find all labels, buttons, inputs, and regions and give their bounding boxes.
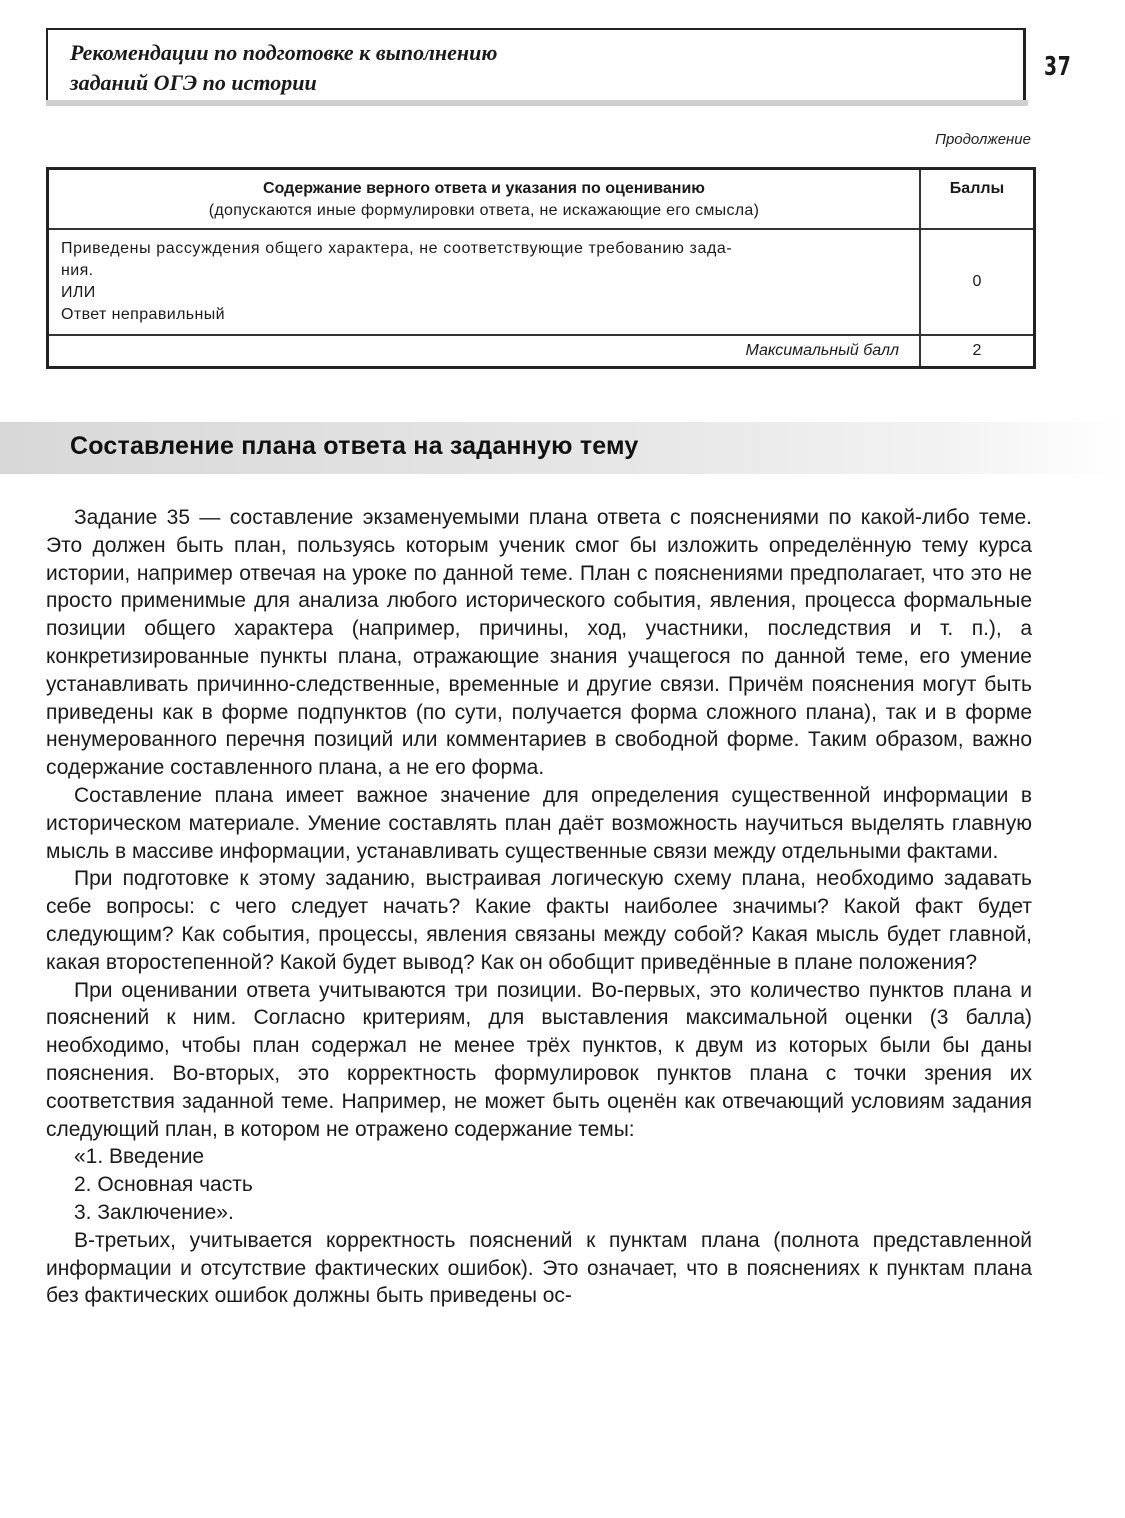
criteria-header-content xyxy=(48,169,921,230)
criteria-header-points: Баллы xyxy=(920,169,1035,230)
criteria-row-points: 0 xyxy=(920,229,1035,335)
max-score-value: 2 xyxy=(920,335,1035,368)
plan-item: «1. Введение xyxy=(74,1145,205,1169)
continuation-label: Продолжение xyxy=(935,131,1031,148)
paragraph: Составление плана имеет важное значение для определения существенной информации в историческом материале. Умение составлять план даёт возможность научиться выделять главную мысль в массиве информации, устанавливать существенные связи между отдельными фактами. xyxy=(46,783,1032,863)
paragraph: При подготовке к этому заданию, выстраивая логическую схему плана, необходимо задавать себе вопросы: с чего следует начать? Какие факты наиболее значимы? Какой факт будет следующим? Как события, процессы, явления связаны между собой? Какая мысль будет главной, какая второстепенной? Какой будет вывод? Как он обобщит приведённые в плане положения? xyxy=(46,867,1032,974)
header-title-line-2: заданий ОГЭ по истории xyxy=(70,70,317,95)
plan-item: 3. Заключение». xyxy=(74,1200,234,1224)
header-shadow xyxy=(46,100,1028,106)
criteria-max-row xyxy=(48,335,1035,368)
running-header-title xyxy=(70,38,497,98)
criteria-row-line: ния. xyxy=(61,262,94,279)
criteria-header-main: Содержание верного ответа и указания по оцениванию xyxy=(263,180,705,197)
running-header-box xyxy=(46,28,1026,102)
criteria-table xyxy=(46,167,1036,369)
page-number: 37 xyxy=(1044,52,1072,82)
criteria-row xyxy=(48,229,1035,335)
paragraph: В-третьих, учитывается корректность пояснений к пунктам плана (полнота представленной информации и отсутствие фактических ошибок). Это означает, что в пояснениях к пунктам плана без фактических ошибок должны быть приведены ос- xyxy=(46,1228,1032,1308)
criteria-row-content xyxy=(48,229,921,335)
header-title-line-1: Рекомендации по подготовке к выполнению xyxy=(70,40,498,65)
plan-item: 2. Основная часть xyxy=(74,1173,253,1197)
criteria-header-sub: (допускаются иные формулировки ответа, не искажающие его смысла) xyxy=(208,202,760,219)
criteria-row-line: Ответ неправильный xyxy=(61,306,226,323)
criteria-table-header-row xyxy=(48,169,1035,230)
criteria-row-line: ИЛИ xyxy=(61,284,96,301)
body-text xyxy=(46,504,1032,1310)
paragraph: При оценивании ответа учитываются три позиции. Во-первых, это количество пунктов плана и пояснений к ним. Согласно критериям, для выставления максимальной оценки (3 балла) необходимо, чтобы план содержал не менее трёх пунктов, к двум из которых были бы даны пояснения. Во-вторых, это корректность формулировок пунктов плана с точки зрения их соответствия заданной теме. Например, не может быть оценён как отвечающий условиям задания следующий план, в котором не отражено содержание темы: xyxy=(46,978,1032,1141)
section-title: Составление плана ответа на заданную тему xyxy=(70,432,639,460)
max-score-label: Максимальный балл xyxy=(48,335,921,368)
criteria-row-line: Приведены рассуждения общего характера, не соответствующие требованию зада- xyxy=(61,240,733,257)
paragraph: Задание 35 — составление экзаменуемыми плана ответа с пояснениями по какой-либо теме. Это должен быть план, пользуясь которым ученик смог бы изложить определённую тему курса истории, например отвечая на уроке по данной теме. План с пояснениями предполагает, что это не просто применимые для анализа любого исторического события, явления, процесса формальные позиции общего характера (например, причины, ход, участники, последствия и т. п.), а конкретизированные пункты плана, отражающие знания учащегося по данной теме, его умение устанавливать причинно-следственные, временные и другие связи. Причём пояснения могут быть приведены как в форме подпунктов (по сути, получается форма сложного плана), так и в форме ненумерованного перечня позиций или комментариев в свободной форме. Таким образом, важно содержание составленного плана, а не его форма. xyxy=(46,506,1032,780)
